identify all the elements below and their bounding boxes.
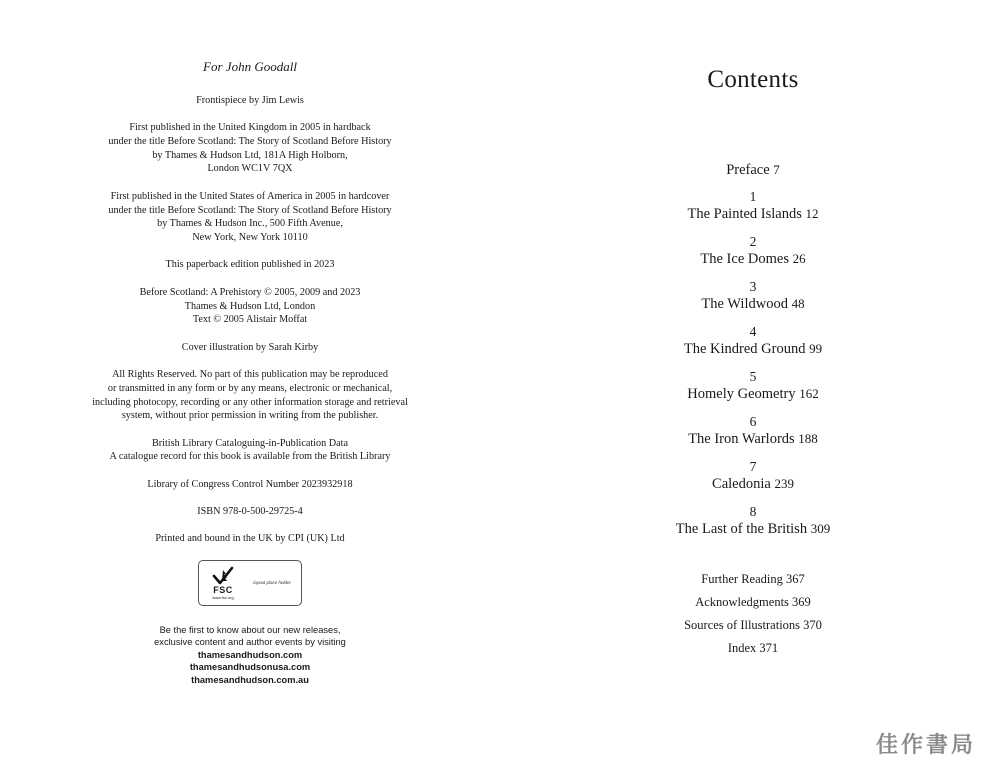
us-publication-info: First published in the United States of America in 2005 in hardcover under the title Before Scotland: The Story of Scotland Before History by Thames & Hudson Inc., 500 Fifth Avenue, New York, New York 10110	[108, 190, 392, 244]
rights-statement: All Rights Reserved. No part of this publication may be reproduced or transmitted in any form or by any means, electronic or mechanical, including photocopy, recording or any other information storage and retrieval system, without prior permission in writing from the publisher.	[92, 368, 408, 422]
toc-index[interactable]: Index 371	[727, 641, 779, 655]
printer-info: Printed and bound in the UK by CPI (UK) Ltd	[155, 533, 345, 545]
toc-sources-of-illustrations[interactable]: Sources of Illustrations 370	[684, 618, 822, 632]
loc-number: Library of Congress Control Number 2023932918	[147, 478, 353, 490]
watermark: 佳作書局	[876, 733, 977, 758]
fsc-logo: FSC www.fsc.org	[205, 566, 241, 600]
copyright-notice: Before Scotland: A Prehistory © 2005, 2009 and 2023 Thames & Hudson Ltd, London Text © 2005 Alistair Moffat	[139, 286, 361, 326]
toc-chapter-1[interactable]: 1 The Painted Islands 12	[687, 189, 819, 222]
toc-chapter-6[interactable]: 6 The Iron Warlords 188	[688, 414, 818, 447]
toc-chapter-3[interactable]: 3 The Wildwood 48	[701, 279, 805, 312]
contents-title: Contents	[707, 66, 799, 93]
fsc-tree-check-icon	[212, 566, 234, 586]
toc-chapter-2[interactable]: 2 The Ice Domes 26	[700, 234, 806, 267]
toc-chapter-5[interactable]: 5 Homely Geometry 162	[687, 369, 819, 402]
cip-data: British Library Cataloguing-in-Publication Data A catalogue record for this book is available from the British Library	[109, 437, 391, 463]
toc-acknowledgments[interactable]: Acknowledgments 369	[695, 595, 811, 609]
website-link-au[interactable]: thamesandhudson.com.au	[191, 674, 309, 685]
toc-preface[interactable]: Preface 7	[726, 162, 780, 178]
website-link-uk[interactable]: thamesandhudson.com	[197, 649, 303, 660]
promo-block: Be the first to know about our new releases, exclusive content and author events by visiting thamesandhudson.com thamesandhudsonusa.com thamesandhudson.com.au	[60, 624, 440, 687]
toc-backmatter	[600, 571, 906, 656]
frontispiece-credit: Frontispiece by Jim Lewis	[196, 94, 304, 106]
toc-chapter-7[interactable]: 7 Caledonia 239	[712, 459, 794, 492]
toc-chapter-8[interactable]: 8 The Last of the British 309	[675, 504, 831, 537]
toc-further-reading[interactable]: Further Reading 367	[701, 572, 805, 586]
fsc-placeholder-label: layout place holder	[253, 579, 291, 585]
isbn: ISBN 978-0-500-29725-4	[197, 506, 303, 518]
uk-publication-info: First published in the United Kingdom in 2005 in hardback under the title Before Scotland: The Story of Scotland Before History by Thames & Hudson Ltd, 181A High Holborn, London WC1V 7QX	[108, 122, 392, 175]
fsc-logo-box	[198, 560, 302, 606]
copyright-page	[60, 60, 440, 686]
toc-chapter-4[interactable]: 4 The Kindred Ground 99	[683, 324, 823, 357]
website-link-us[interactable]: thamesandhudsonusa.com	[189, 662, 311, 673]
cover-credit: Cover illustration by Sarah Kirby	[181, 341, 319, 353]
paperback-edition: This paperback edition published in 2023	[165, 259, 335, 271]
dedication: For John Goodall	[203, 59, 297, 74]
contents-page	[600, 66, 906, 663]
